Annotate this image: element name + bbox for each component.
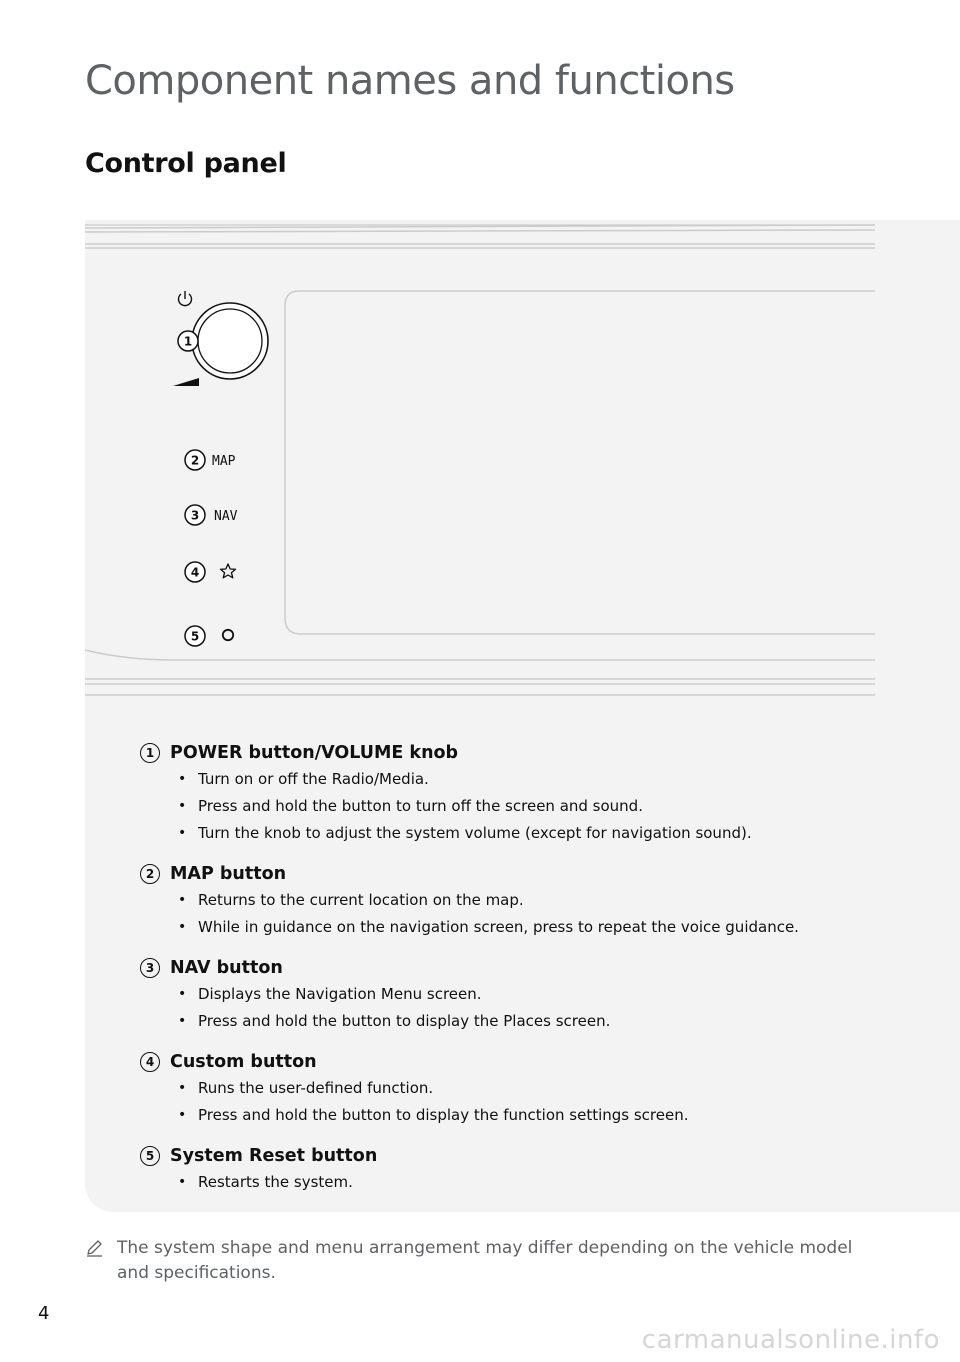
bullet-item: • Press and hold the button to turn off the screen and sound. [178,797,643,815]
item-title: System Reset button [170,1146,378,1166]
map-button-label[interactable]: MAP [212,454,236,469]
control-panel-diagram [85,220,960,700]
bottom-bezel-lines [85,650,875,695]
item-title: NAV button [170,958,283,978]
page-number: 4 [38,1303,50,1324]
volume-knob [192,303,268,379]
marker-2: 2 [190,453,200,468]
item-number-badge: 2 [140,864,160,884]
volume-ramp-icon [173,378,199,386]
section-title: Control panel [85,148,287,179]
control-panel-section [85,220,960,1212]
page-title: Component names and functions [85,58,735,104]
item-number-badge: 5 [140,1146,160,1166]
bullet-item: • Displays the Navigation Menu screen. [178,985,482,1003]
reset-circle-icon [223,630,233,640]
list-item [140,740,940,847]
bullet-item: • Returns to the current location on the map. [178,891,524,909]
bullet-item: • Turn the knob to adjust the system volume (except for navigation sound). [178,824,752,842]
marker-1: 1 [183,334,193,349]
star-icon [221,564,236,578]
marker-5: 5 [190,629,200,644]
pencil-note-icon [85,1236,117,1286]
note-text: The system shape and menu arrangement may differ depending on the vehicle model and specifications. [117,1238,853,1283]
nav-button-label[interactable]: NAV [214,509,238,524]
item-number-badge: 3 [140,958,160,978]
bullet-item: • Press and hold the button to display the Places screen. [178,1012,611,1030]
bullet-item: • Press and hold the button to display the function settings screen. [178,1106,689,1124]
top-bezel-lines [85,225,875,248]
note [85,1236,875,1286]
list-item [140,955,940,1035]
item-number-badge: 4 [140,1052,160,1072]
list-item [140,1049,940,1129]
bullet-item: • Runs the user-defined function. [178,1079,434,1097]
screen-outline [285,291,875,634]
bullet-item: • Turn on or off the Radio/Media. [178,770,429,788]
item-title: POWER button/VOLUME knob [170,743,459,763]
power-icon [179,291,192,306]
list-item [140,861,940,941]
list-item [140,1143,940,1196]
component-list [140,740,940,1210]
marker-3: 3 [190,508,200,523]
bullet-item: • Restarts the system. [178,1173,353,1191]
item-title: Custom button [170,1052,317,1072]
item-number-badge: 1 [140,743,160,763]
item-title: MAP button [170,864,287,884]
bullet-item: • While in guidance on the navigation screen, press to repeat the voice guidance. [178,918,799,936]
watermark: carmanualsonline.info [641,1325,940,1355]
marker-4: 4 [190,565,200,580]
